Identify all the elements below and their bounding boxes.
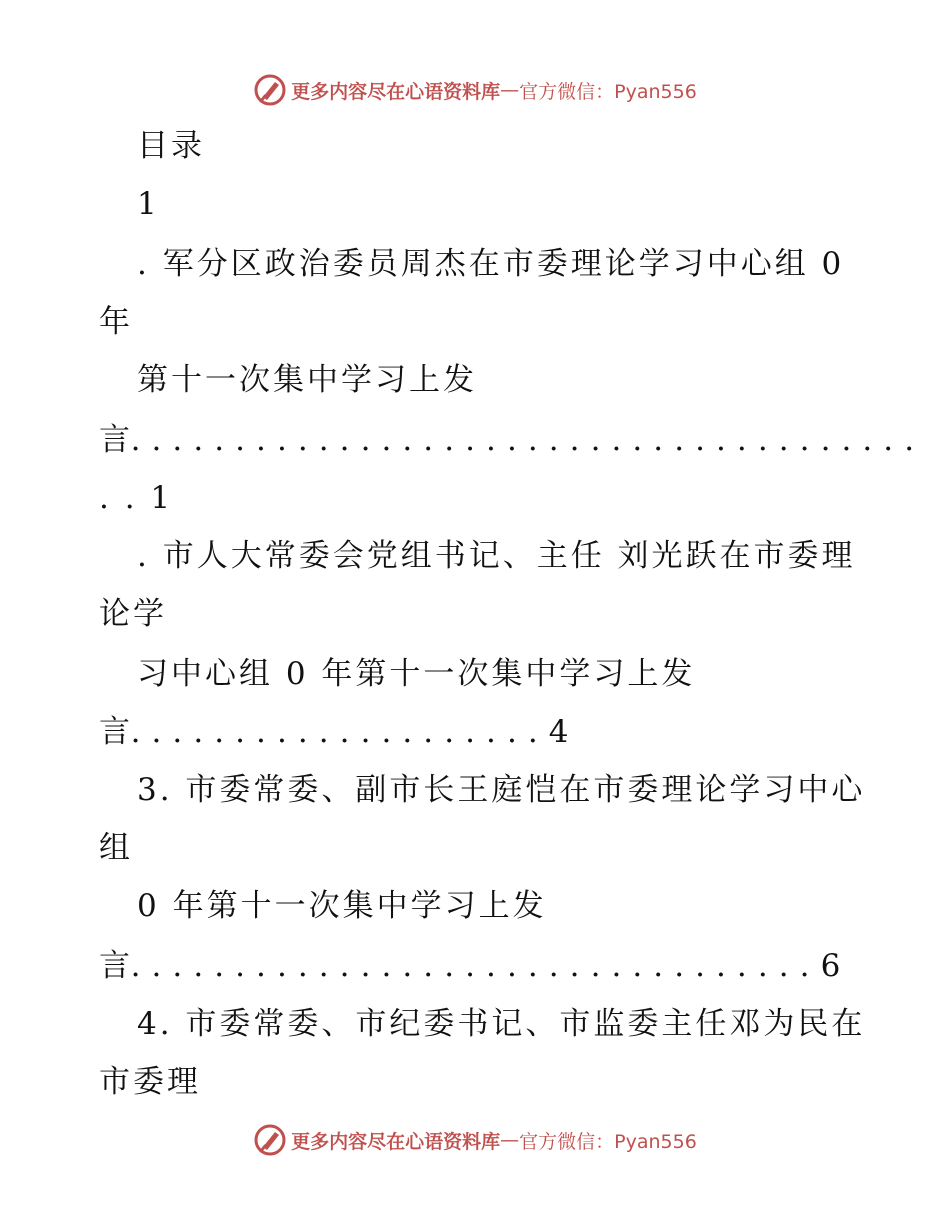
toc-line: 习中心组 0 年第十一次集中学习上发 [137, 656, 696, 692]
footer-watermark [0, 1120, 950, 1160]
toc-line: 论学 [99, 596, 167, 632]
watermark-separator: — [500, 79, 520, 101]
toc-line: 市委理 [99, 1064, 201, 1100]
toc-line: 组 [99, 830, 133, 866]
toc-line: 言. . . . . . . . . . . . . . . . . . . . . . . . . . . . . . . . . . . . . . [99, 422, 915, 458]
toc-line: . 军分区政治委员周杰在市委理论学习中心组 0 [137, 246, 845, 282]
watermark-wechat: 官方微信：Pyan556 [519, 80, 697, 103]
watermark-separator: — [500, 1129, 520, 1151]
toc-line: 4. 市委常委、市纪委书记、市监委主任邓为民在 [137, 1006, 866, 1042]
toc-line: 第十一次集中学习上发 [137, 362, 477, 398]
watermark-wechat: 官方微信：Pyan556 [519, 1130, 697, 1153]
toc-title: 目录 [137, 128, 205, 164]
toc-line: 言. . . . . . . . . . . . . . . . . . . . 4 [99, 714, 570, 750]
toc-line: 年 [99, 304, 133, 340]
pen-seal-logo-icon [253, 73, 287, 107]
toc-line: 言. . . . . . . . . . . . . . . . . . . . . . . . . . . . . . . . . 6 [99, 948, 841, 984]
watermark-brand: 更多内容尽在心语资料库 [291, 80, 501, 103]
toc-line: 0 年第十一次集中学习上发 [137, 888, 547, 924]
toc-line: . 市人大常委会党组书记、主任 刘光跃在市委理 [137, 538, 856, 574]
toc-line: . . 1 [99, 480, 174, 516]
toc-line: 3. 市委常委、副市长王庭恺在市委理论学习中心 [137, 772, 866, 808]
toc-line: 1 [137, 186, 160, 222]
header-watermark [0, 70, 950, 110]
pen-seal-logo-icon [253, 1123, 287, 1157]
watermark-brand: 更多内容尽在心语资料库 [291, 1130, 501, 1153]
